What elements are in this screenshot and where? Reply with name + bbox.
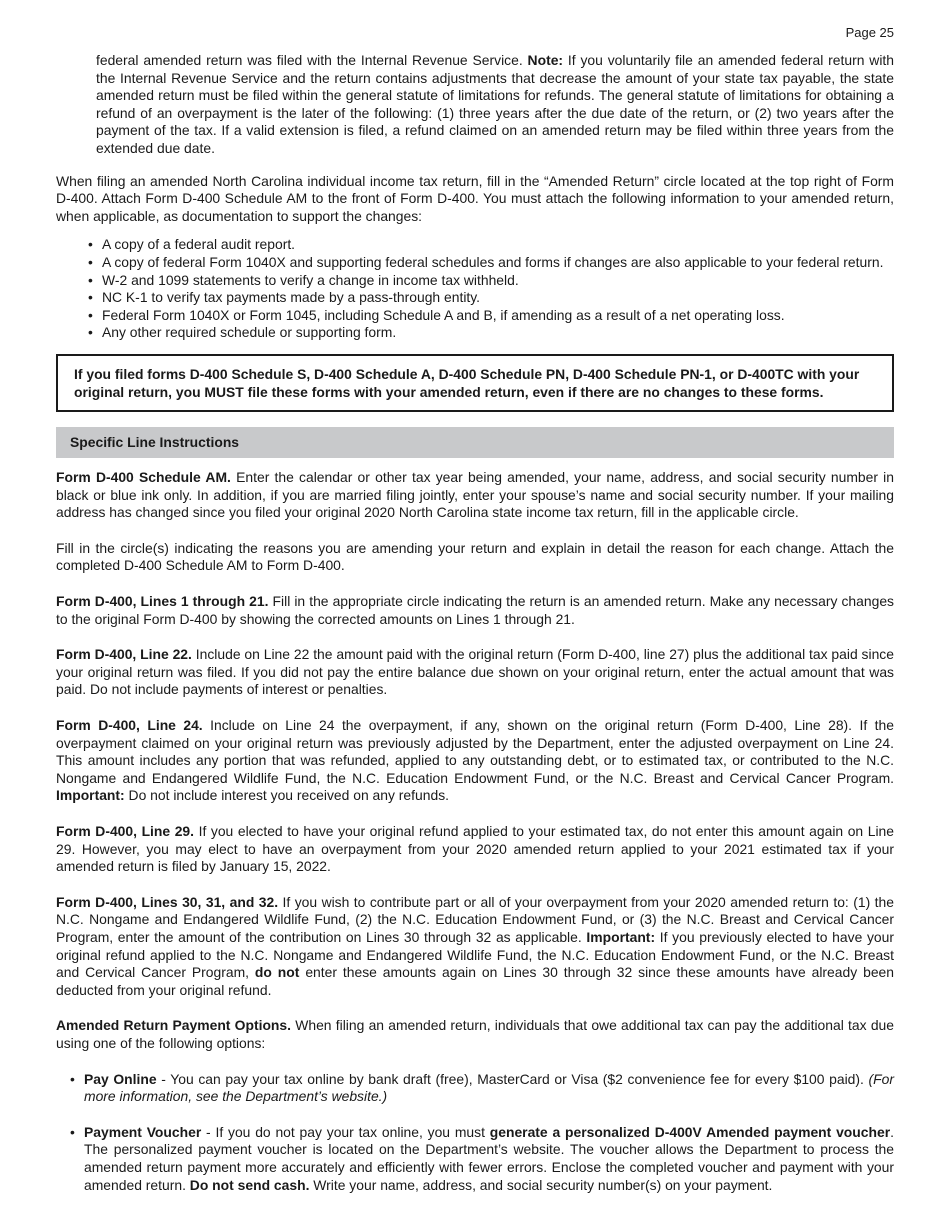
lines-30-32-paragraph: Form D-400, Lines 30, 31, and 32. If you wish to contribute part or all of your overpayment from your 2020 amended return to: (1) the N.C. Nongame and Endangered Wildlife Fund, (2) the N.C. Education Endowment Fund, or (3) the N.C. Breast and Cervical Cancer Program, enter the amount of the contribution on Lines 30 through 32 as applicable. Important: If you previously elected to have your original refund applied to the N.C. Nongame and Endangered Wildlife Fund, the N.C. Education Endowment Fund, or the N.C. Breast and Cervical Cancer Program, do not enter these amounts again on Lines 30 through 32 since these amounts have already been deducted from your original refund. [56,893,894,998]
page-number: Page 25 [845,25,894,40]
payment-voucher-item: • Payment Voucher - If you do not pay your tax online, you must generate a personalized D-400V Amended payment voucher. The personalized payment voucher is located on the Department’s website. The voucher allows the Department to process the amended return payment more accurately and efficiently with fewer errors. Enclose the completed voucher and payment with your amended return. Do not send cash. Write your name, address, and social security number(s) on your payment. [70,1124,894,1194]
list-item: • A copy of a federal audit report. [88,236,894,254]
payment-options-list [56,1071,894,1195]
pay-online-item: • Pay Online - You can pay your tax online by bank draft (free), MasterCard or Visa ($2 convenience fee for every $100 paid). (For more information, see the Department’s website.) [70,1071,894,1106]
line-22-paragraph: Form D-400, Line 22. Include on Line 22 the amount paid with the original return (Form D-400, line 27) plus the additional tax paid since your original return was filed. If you did not pay the entire balance due shown on your original return, enter the actual amount that was paid. Do not include payments of interest or penalties. [56,646,894,698]
note-label: Note: [527,52,564,68]
line-29-paragraph: Form D-400, Line 29. If you elected to have your original refund applied to your estimated tax, do not enter this amount again on Line 29. However, you may elect to have an overpayment from your 2020 amended return applied to your 2021 estimated tax if your amended return is filed by January 15, 2022. [56,823,894,875]
document-body [56,52,894,1194]
documentation-list [56,236,894,342]
schedule-am-paragraph: Form D-400 Schedule AM. Enter the calendar or other tax year being amended, your name, address, and social security number in black or blue ink only. In addition, if you are married filing jointly, enter your spouse’s name and social security number. If your mailing address has changed since you filed your original 2020 North Carolina state income tax return, fill in the applicable circle. [56,469,894,521]
reasons-paragraph: Fill in the circle(s) indicating the reasons you are amending your return and explain in detail the reason for each change. Attach the completed D-400 Schedule AM to Form D-400. [56,539,894,574]
list-item: • A copy of federal Form 1040X and supporting federal schedules and forms if changes are also applicable to your federal return. [88,254,894,272]
line-24-paragraph: Form D-400, Line 24. Include on Line 24 the overpayment, if any, shown on the original return (Form D-400, Line 28). If the overpayment claimed on your original return was previously adjusted by the Department, enter the adjusted overpayment on Line 24. This amount includes any portion that was refunded, applied to any outstanding debt, or to estimated tax, or contributed to the N.C. Nongame and Endangered Wildlife Fund, the N.C. Education Endowment Fund, or the N.C. Breast and Cervical Cancer Program. Important: Do not include interest you received on any refunds. [56,717,894,804]
list-item: • W-2 and 1099 statements to verify a change in income tax withheld. [88,272,894,290]
filing-paragraph: When filing an amended North Carolina individual income tax return, fill in the “Amended Return” circle located at the top right of Form D-400. Attach Form D-400 Schedule AM to the front of Form D-400. You must attach the following information to your amended return, when applicable, as documentation to support the changes: [56,172,894,224]
payment-options-paragraph: Amended Return Payment Options. When filing an amended return, individuals that owe additional tax can pay the additional tax due using one of the following options: [56,1017,894,1051]
lines-1-21-paragraph: Form D-400, Lines 1 through 21. Fill in the appropriate circle indicating the return is an amended return. Make any necessary changes to the original Form D-400 by showing the corrected amounts on Lines 1 through 21. [56,593,894,627]
list-item: • Federal Form 1040X or Form 1045, including Schedule A and B, if amending as a result of a net operating loss. [88,307,894,325]
list-item: • NC K-1 to verify tax payments made by a pass-through entity. [88,289,894,307]
list-item: • Any other required schedule or supporting form. [88,324,894,342]
notice-box: If you filed forms D-400 Schedule S, D-400 Schedule A, D-400 Schedule PN, D-400 Schedule PN-1, or D-400TC with your original return, you MUST file these forms with your amended return, even if there are no changes to these forms. [56,354,894,412]
intro-paragraph: federal amended return was filed with the Internal Revenue Service. Note: If you voluntarily file an amended federal return with the Internal Revenue Service and the return contains adjustments that decrease the amount of your state tax payable, the state amended return must be filed within the general statute of limitations for refunds. The general statute of limitations for obtaining a refund of an overpayment is the later of the following: (1) three years after the due date of the return, or (2) two years after the payment of the tax. If a valid extension is filed, a refund claimed on an amended return may be filed within three years from the extended due date. [96,52,894,156]
section-heading: Specific Line Instructions [56,427,894,458]
